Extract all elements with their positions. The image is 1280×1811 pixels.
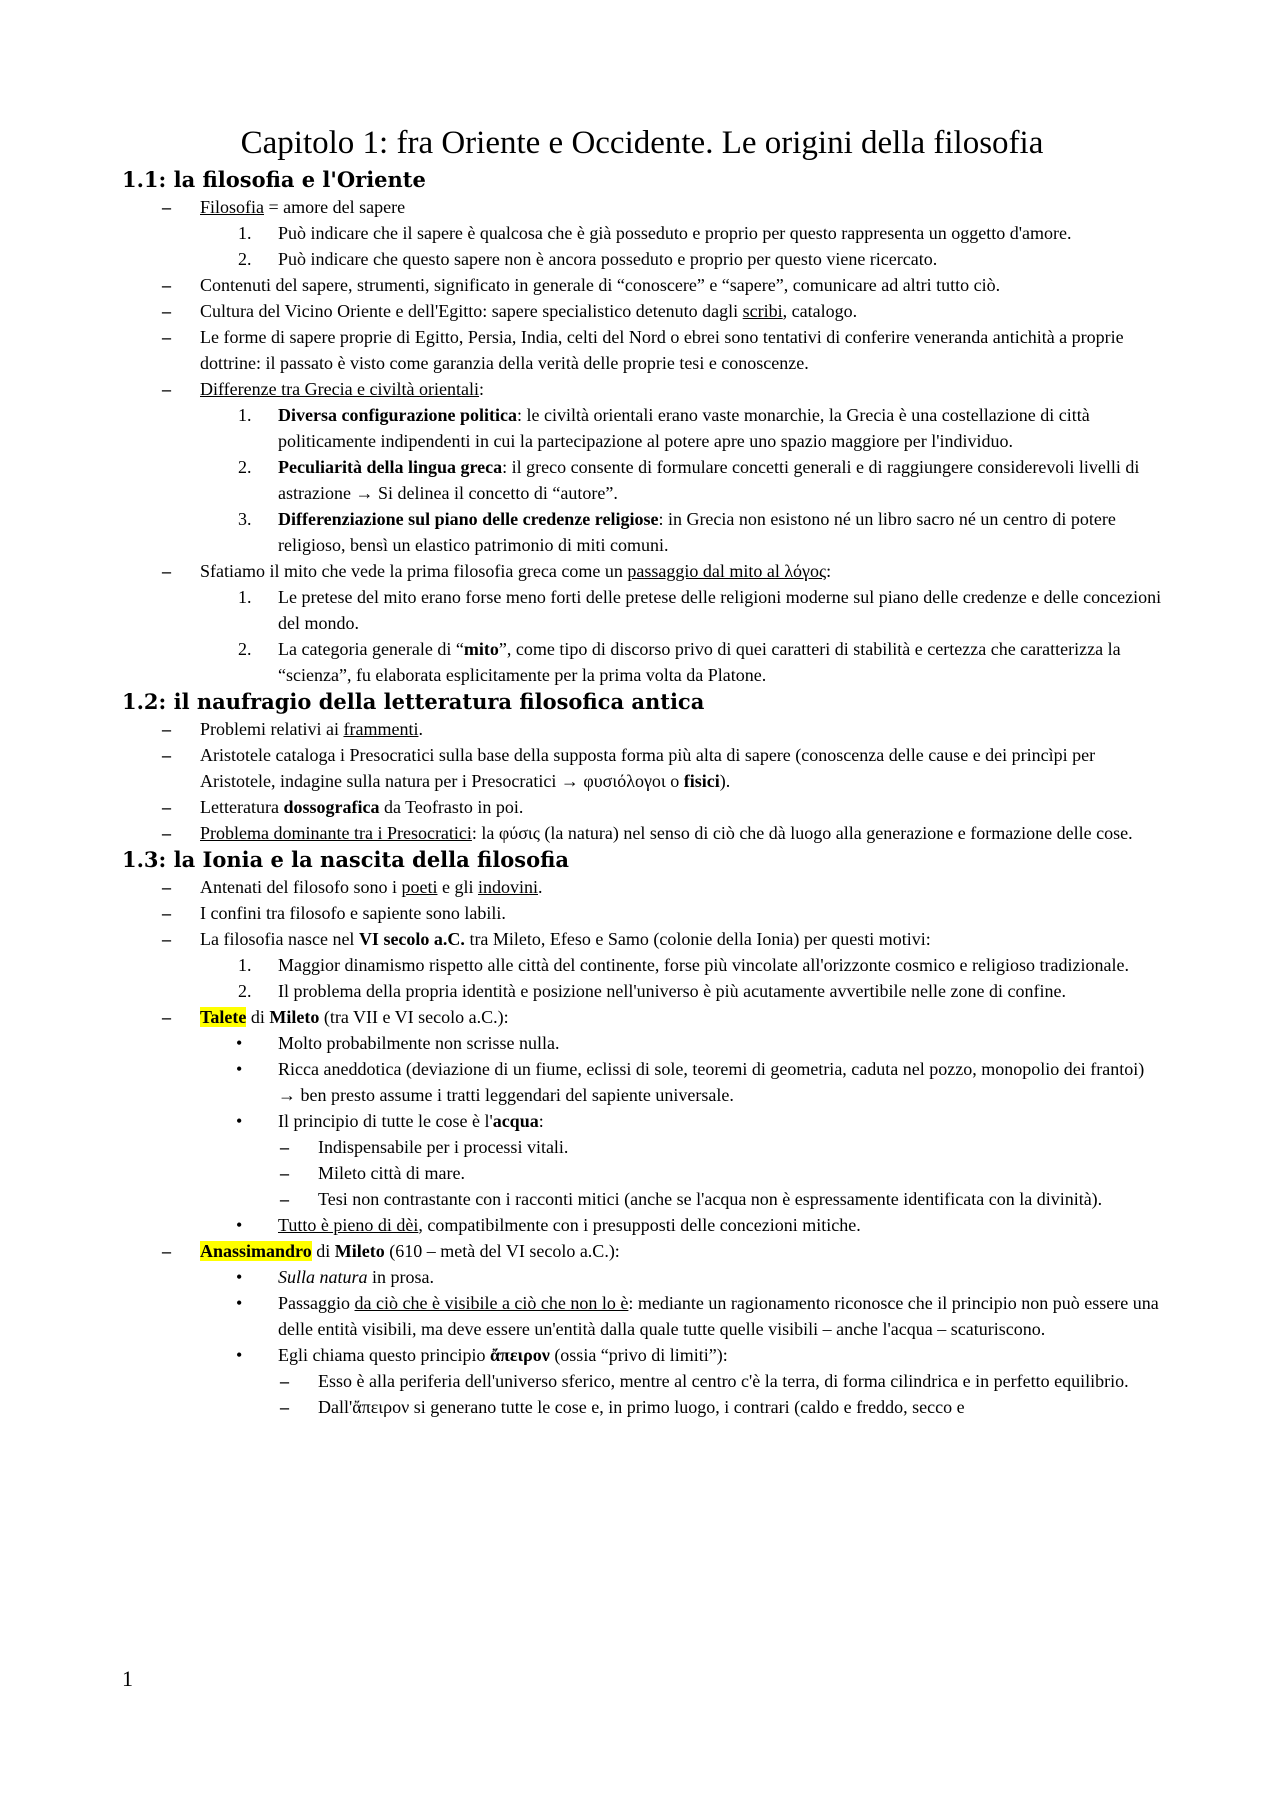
dash-marker: – (162, 929, 171, 949)
list-item: – Differenze tra Grecia e civiltà orientali: (122, 376, 1162, 402)
number-marker: 2. (238, 457, 252, 477)
number-marker: 2. (238, 639, 252, 659)
number-marker: 2. (238, 981, 252, 1001)
dash-marker: – (162, 877, 171, 897)
document-page (122, 120, 1162, 1420)
list-item: 2. Peculiarità della lingua greca: il greco consente di formulare concetti generali e di raggiungere considerevoli livelli di astrazione → Si delinea il concetto di “autore”. (122, 454, 1162, 506)
number-marker: 1. (238, 405, 252, 425)
list-item: – I confini tra filosofo e sapiente sono labili. (122, 900, 1162, 926)
section-heading-1-3: 1.3: la Ionia e la nascita della filosofia (122, 847, 570, 872)
list-item: 1. Diversa configurazione politica: le civiltà orientali erano vaste monarchie, la Grecia è una costellazione di città politicamente indipendenti in cui la partecipazione al potere apre uno spazio maggiore per l'individuo. (122, 402, 1162, 454)
list-item: • Molto probabilmente non scrisse nulla. (122, 1030, 1162, 1056)
dash-marker: – (162, 301, 171, 321)
section-1-2-list (122, 716, 1162, 846)
dash-marker: – (280, 1371, 289, 1391)
dash-marker: – (162, 197, 171, 217)
list-item: – Tesi non contrastante con i racconti mitici (anche se l'acqua non è espressamente identificata con la divinità). (122, 1186, 1162, 1212)
section-1-1-list (122, 194, 1162, 688)
list-item: – Mileto città di mare. (122, 1160, 1162, 1186)
bullet-marker: • (236, 1345, 243, 1365)
list-item: • Ricca aneddotica (deviazione di un fiume, eclissi di sole, teoremi di geometria, caduta nel pozzo, monopolio dei frantoi) → ben presto assume i tratti leggendari del sapiente universale. (122, 1056, 1162, 1108)
bullet-marker: • (236, 1293, 243, 1313)
number-marker: 3. (238, 509, 252, 529)
dash-marker: – (280, 1137, 289, 1157)
dash-marker: – (162, 903, 171, 923)
number-marker: 2. (238, 249, 252, 269)
list-item: – Contenuti del sapere, strumenti, significato in generale di “conoscere” e “sapere”, comunicare ad altri tutto ciò. (122, 272, 1162, 298)
list-item: – Le forme di sapere proprie di Egitto, Persia, India, celti del Nord o ebrei sono tentativi di conferire veneranda antichità a proprie dottrine: il passato è visto come garanzia della verità delle proprie tesi e conoscenze. (122, 324, 1162, 376)
dash-marker: – (162, 327, 171, 347)
highlight-anassimandro: Anassimandro (200, 1241, 312, 1261)
bullet-marker: • (236, 1059, 243, 1079)
list-item: – Aristotele cataloga i Presocratici sulla base della supposta forma più alta di sapere (conoscenza delle cause e dei princìpi per Aristotele, indagine sulla natura per i Presocratici → φυσιόλογοι o fisici). (122, 742, 1162, 794)
list-item: 3. Differenziazione sul piano delle credenze religiose: in Grecia non esistono né un libro sacro né un centro di potere religioso, bensì un elastico patrimonio di miti comuni. (122, 506, 1162, 558)
bullet-marker: • (236, 1111, 243, 1131)
bullet-marker: • (236, 1033, 243, 1053)
list-item: – Cultura del Vicino Oriente e dell'Egitto: sapere specialistico detenuto dagli scribi, catalogo. (122, 298, 1162, 324)
dash-marker: – (280, 1163, 289, 1183)
dash-marker: – (162, 823, 171, 843)
number-marker: 1. (238, 223, 252, 243)
dash-marker: – (162, 561, 171, 581)
list-item: – Indispensabile per i processi vitali. (122, 1134, 1162, 1160)
list-item: • Egli chiama questo principio ἄπειρον (ossia “privo di limiti”): (122, 1342, 1162, 1368)
list-item: – Esso è alla periferia dell'universo sferico, mentre al centro c'è la terra, di forma cilindrica e in perfetto equilibrio. (122, 1368, 1162, 1394)
dash-marker: – (162, 719, 171, 739)
list-item: 1. Può indicare che il sapere è qualcosa che è già posseduto e proprio per questo rappresenta un oggetto d'amore. (122, 220, 1162, 246)
dash-marker: – (162, 275, 171, 295)
page-title: Capitolo 1: fra Oriente e Occidente. Le origini della filosofia (240, 125, 1044, 161)
dash-marker: – (162, 797, 171, 817)
list-item: – Letteratura dossografica da Teofrasto in poi. (122, 794, 1162, 820)
list-item: – Dall'ἄπειρον si generano tutte le cose e, in primo luogo, i contrari (caldo e freddo, secco e (122, 1394, 1162, 1420)
dash-marker: – (162, 745, 171, 765)
list-item: 2. Può indicare che questo sapere non è ancora posseduto e proprio per questo viene ricercato. (122, 246, 1162, 272)
dash-marker: – (280, 1189, 289, 1209)
list-item: • Passaggio da ciò che è visibile a ciò che non lo è: mediante un ragionamento riconosce che il principio non può essere una delle entità visibili, ma deve essere un'entità dalla quale tutte quelle visibili – anche l'acqua – scaturiscono. (122, 1290, 1162, 1342)
list-item: 2. La categoria generale di “mito”, come tipo di discorso privo di quei caratteri di stabilità e certezza che caratterizza la “scienza”, fu elaborata esplicitamente per la prima volta da Platone. (122, 636, 1162, 688)
dash-marker: – (162, 379, 171, 399)
list-item-anassimandro: – Anassimandro di Mileto (610 – metà del VI secolo a.C.): (122, 1238, 1162, 1264)
list-item: – Problemi relativi ai frammenti. (122, 716, 1162, 742)
page-number: 1 (122, 1666, 133, 1691)
highlight-talete: Talete (200, 1007, 247, 1027)
list-item: – Problema dominante tra i Presocratici: la φύσις (la natura) nel senso di ciò che dà luogo alla generazione e formazione delle cose. (122, 820, 1162, 846)
list-item: – Sfatiamo il mito che vede la prima filosofia greca come un passaggio dal mito al λόγος: (122, 558, 1162, 584)
list-item: 2. Il problema della propria identità e posizione nell'universo è più acutamente avvertibile nelle zone di confine. (122, 978, 1162, 1004)
section-heading-1-1: 1.1: la filosofia e l'Oriente (122, 167, 426, 192)
number-marker: 1. (238, 955, 252, 975)
list-item: • Sulla natura in prosa. (122, 1264, 1162, 1290)
bullet-marker: • (236, 1267, 243, 1287)
list-item: • Tutto è pieno di dèi, compatibilmente con i presupposti delle concezioni mitiche. (122, 1212, 1162, 1238)
list-item: • Il principio di tutte le cose è l'acqua: (122, 1108, 1162, 1134)
list-item: 1. Maggior dinamismo rispetto alle città del continente, forse più vincolate all'orizzonte cosmico e religioso tradizionale. (122, 952, 1162, 978)
list-item: 1. Le pretese del mito erano forse meno forti delle pretese delle religioni moderne sul piano delle credenze e delle concezioni del mondo. (122, 584, 1162, 636)
section-heading-1-2: 1.2: il naufragio della letteratura filosofica antica (122, 689, 705, 714)
number-marker: 1. (238, 587, 252, 607)
section-1-3-list (122, 874, 1162, 1420)
dash-marker: – (162, 1241, 171, 1261)
list-item: – La filosofia nasce nel VI secolo a.C. tra Mileto, Efeso e Samo (colonie della Ionia) per questi motivi: (122, 926, 1162, 952)
list-item: – Antenati del filosofo sono i poeti e gli indovini. (122, 874, 1162, 900)
bullet-marker: • (236, 1215, 243, 1235)
list-item: – Filosofia = amore del sapere (122, 194, 1162, 220)
dash-marker: – (280, 1397, 289, 1417)
dash-marker: – (162, 1007, 171, 1027)
list-item-talete: – Talete di Mileto (tra VII e VI secolo a.C.): (122, 1004, 1162, 1030)
